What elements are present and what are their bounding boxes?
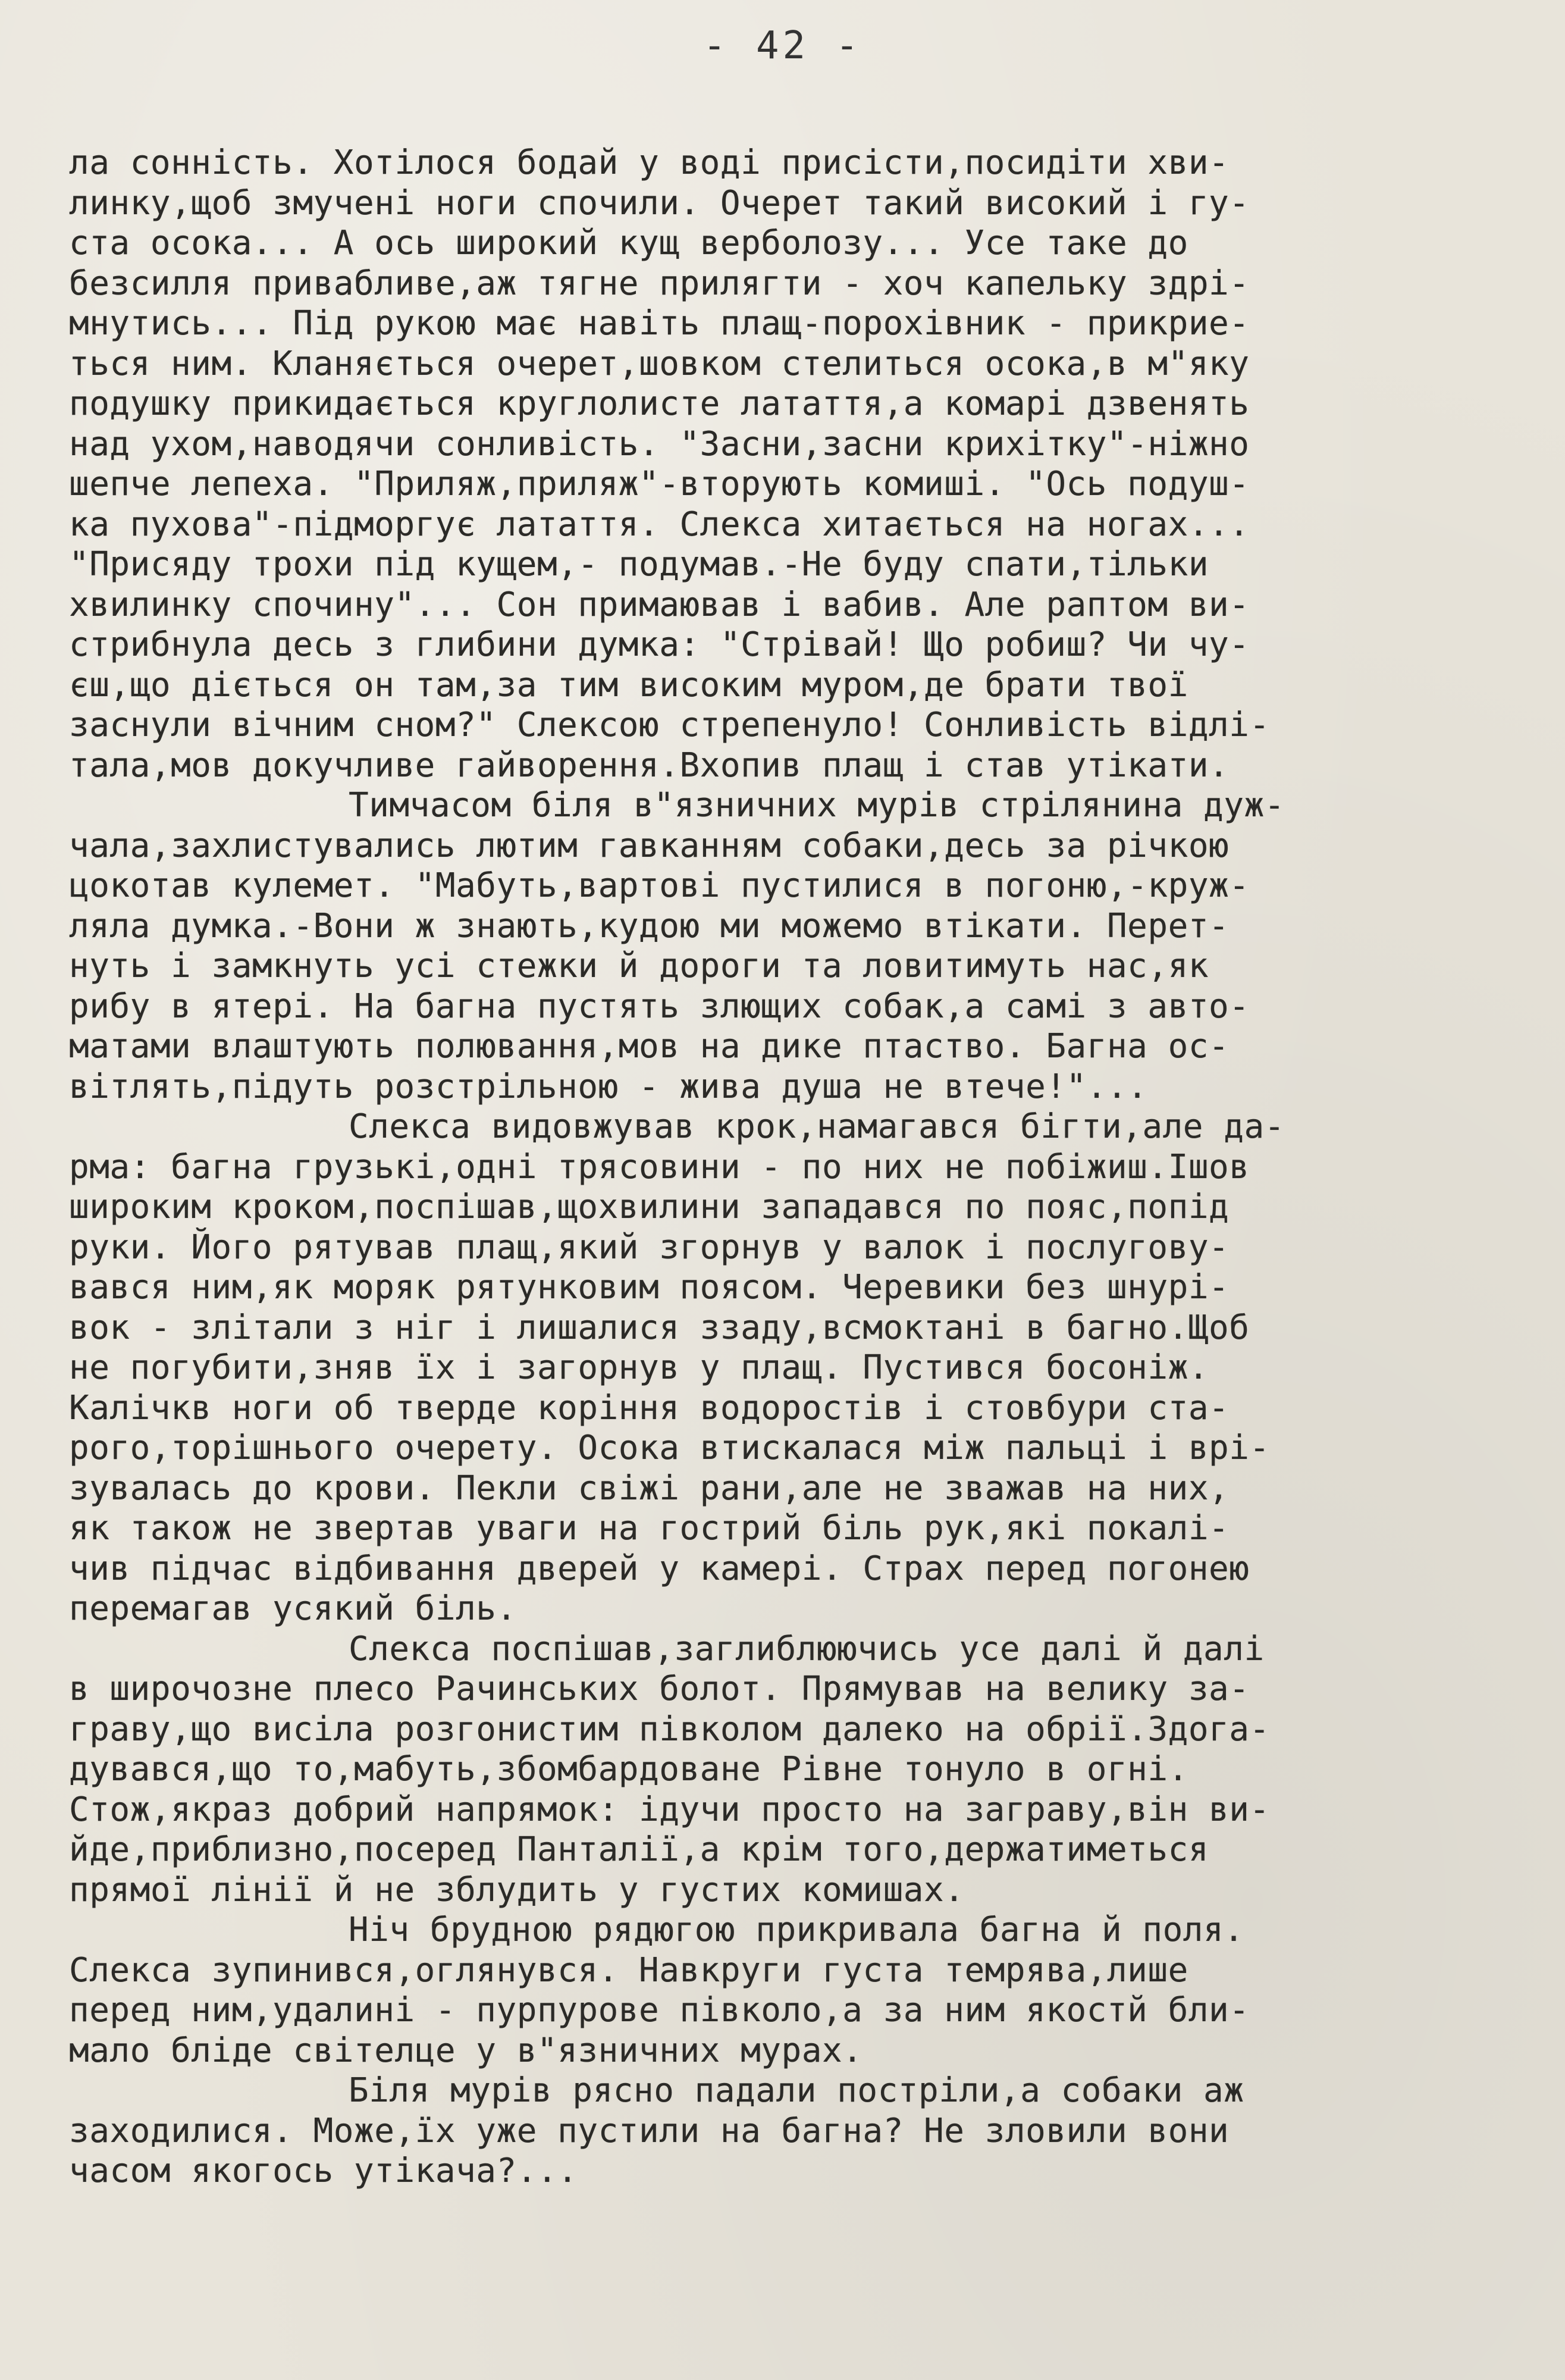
text-line: хвилинку спочину"... Сон примаював і вабив. Але раптом ви- [69, 585, 1250, 624]
page-number: - 42 - [702, 24, 863, 68]
text-line: часом якогось утікача?... [69, 2152, 578, 2190]
text-line: рого,торішнього очерету. Осока втискалася між пальці і врі- [69, 1429, 1270, 1467]
text-line: ка пухова"-підморгує латаття. Слекса хитається на ногах... [69, 505, 1250, 544]
text-line: над ухом,наводячи сонливість. "Засни,засни крихітку"-ніжно [69, 424, 1250, 464]
text-line: нуть і замкнуть усі стежки й дороги та ловитимуть нас,як [69, 947, 1209, 985]
text-line: рибу в ятері. На багна пустять злющих собак,а самі з авто- [69, 987, 1250, 1026]
text-line: руки. Його рятував плащ,який згорнув у валок і послугову- [69, 1227, 1230, 1267]
text-line: цокотав кулемет. "Мабуть,вартові пустилися в погоню,-круж- [69, 866, 1250, 905]
text-line: тала,мов докучливе гайворення.Вхопив плащ і став утікати. [69, 746, 1230, 785]
text-line: рма: багна грузькі,одні трясовини - по них не побіжиш.Ішов [69, 1147, 1250, 1186]
text-line: Стож,якраз добрий напрямок: ідучи просто на заграву,він ви- [69, 1790, 1270, 1829]
text-line: "Присяду трохи під кущем,- подумав.-Не буду спати,тільки [69, 545, 1209, 584]
text-line: дувався,що то,мабуть,збомбардоване Рівне тонуло в огні. [69, 1750, 1188, 1789]
text-line: прямої лінії й не зблудить у густих комишах. [69, 1870, 965, 1909]
text-line: Біля мурів рясно падали постріли,а собаки аж [349, 2071, 1244, 2110]
text-line: широким кроком,поспішав,щохвилини западався по пояс,попід [69, 1188, 1230, 1226]
text-line: заходилися. Може,їх уже пустили на багна? Не зловили вони [69, 2111, 1230, 2150]
text-line: ста осока... А ось широкий кущ верболозу... Усе таке до [69, 224, 1188, 262]
text-line: чала,захлистувались лютим гавканням собаки,десь за річкою [69, 826, 1230, 865]
text-line: вок - злітали з ніг і лишалися ззаду,всмоктані в багно.Щоб [69, 1308, 1250, 1347]
text-line: зувалась до крови. Пекли свіжі рани,але не зважав на них, [69, 1468, 1230, 1508]
text-line: Слекса видовжував крок,намагався бігти,але да- [349, 1107, 1285, 1146]
body-text [69, 143, 1497, 2191]
text-line: як також не звертав уваги на гострий біль рук,які покалі- [69, 1509, 1230, 1548]
text-line: Ніч брудною рядюгою прикривала багна й поля. [349, 1911, 1244, 1949]
text-line: подушку прикидається круглолисте латаття,а комарі дзвенять [69, 384, 1250, 423]
text-line: ляла думка.-Вони ж знають,кудою ми можемо втікати. Перет- [69, 906, 1230, 945]
text-line: йде,приблизно,посеред Панталії,а крім того,держатиметься [69, 1830, 1209, 1869]
text-line: шепче лепеха. "Приляж,приляж"-вторують комиші. "Ось подуш- [69, 465, 1250, 503]
text-line: безсилля привабливе,аж тягне прилягти - хоч капельку здрі- [69, 264, 1250, 303]
text-line: Калічкв ноги об тверде коріння водоростів і стовбури ста- [69, 1388, 1230, 1427]
text-line: Тимчасом біля в"язничних мурів стрілянина дуж- [349, 786, 1285, 825]
text-line: мало бліде світелце у в"язничних мурах. [69, 2031, 863, 2070]
text-line: заснули вічним сном?" Слексою стрепенуло! Сонливість відлі- [69, 706, 1270, 744]
text-line: ться ним. Кланяється очерет,шовком стелиться осока,в м"яку [69, 344, 1250, 383]
text-line: вався ним,як моряк рятунковим поясом. Черевики без шнурі- [69, 1268, 1230, 1307]
text-line: матами влаштують полювання,мов на дике птаство. Багна ос- [69, 1027, 1230, 1066]
text-line: стрибнула десь з глибини думка: "Стрівай! Що робиш? Чи чу- [69, 625, 1250, 664]
text-line: перед ним,удалині - пурпурове півколо,а за ним якостй бли- [69, 1991, 1250, 2030]
text-line: ла сонність. Хотілося бодай у воді присісти,посидіти хви- [69, 143, 1230, 182]
text-line: чив підчас відбивання дверей у камері. Страх перед погонею [69, 1549, 1250, 1588]
text-line: перемагав усякий біль. [69, 1589, 517, 1628]
text-line: Слекса зупинився,оглянувся. Навкруги густа темрява,лише [69, 1950, 1188, 1990]
text-line: линку,щоб змучені ноги спочили. Очерет такий високий і гу- [69, 183, 1250, 223]
text-line: Слекса поспішав,заглиблюючись усе далі й далі [349, 1629, 1265, 1668]
text-line: граву,що висіла розгонистим півколом далеко на обрії.Здога- [69, 1709, 1270, 1749]
text-line: не погубити,зняв їх і загорнув у плащ. Пустився босоніж. [69, 1348, 1209, 1387]
text-line: в широчозне плесо Рачинських болот. Прямував на велику за- [69, 1670, 1250, 1708]
text-line: мнутись... Під рукою має навіть плащ-порохівник - прикрие- [69, 304, 1250, 343]
text-line: вітлять,підуть розстрільною - жива душа не втече!"... [69, 1067, 1148, 1106]
text-line: єш,що діється он там,за тим високим муром,де брати твої [69, 665, 1188, 704]
